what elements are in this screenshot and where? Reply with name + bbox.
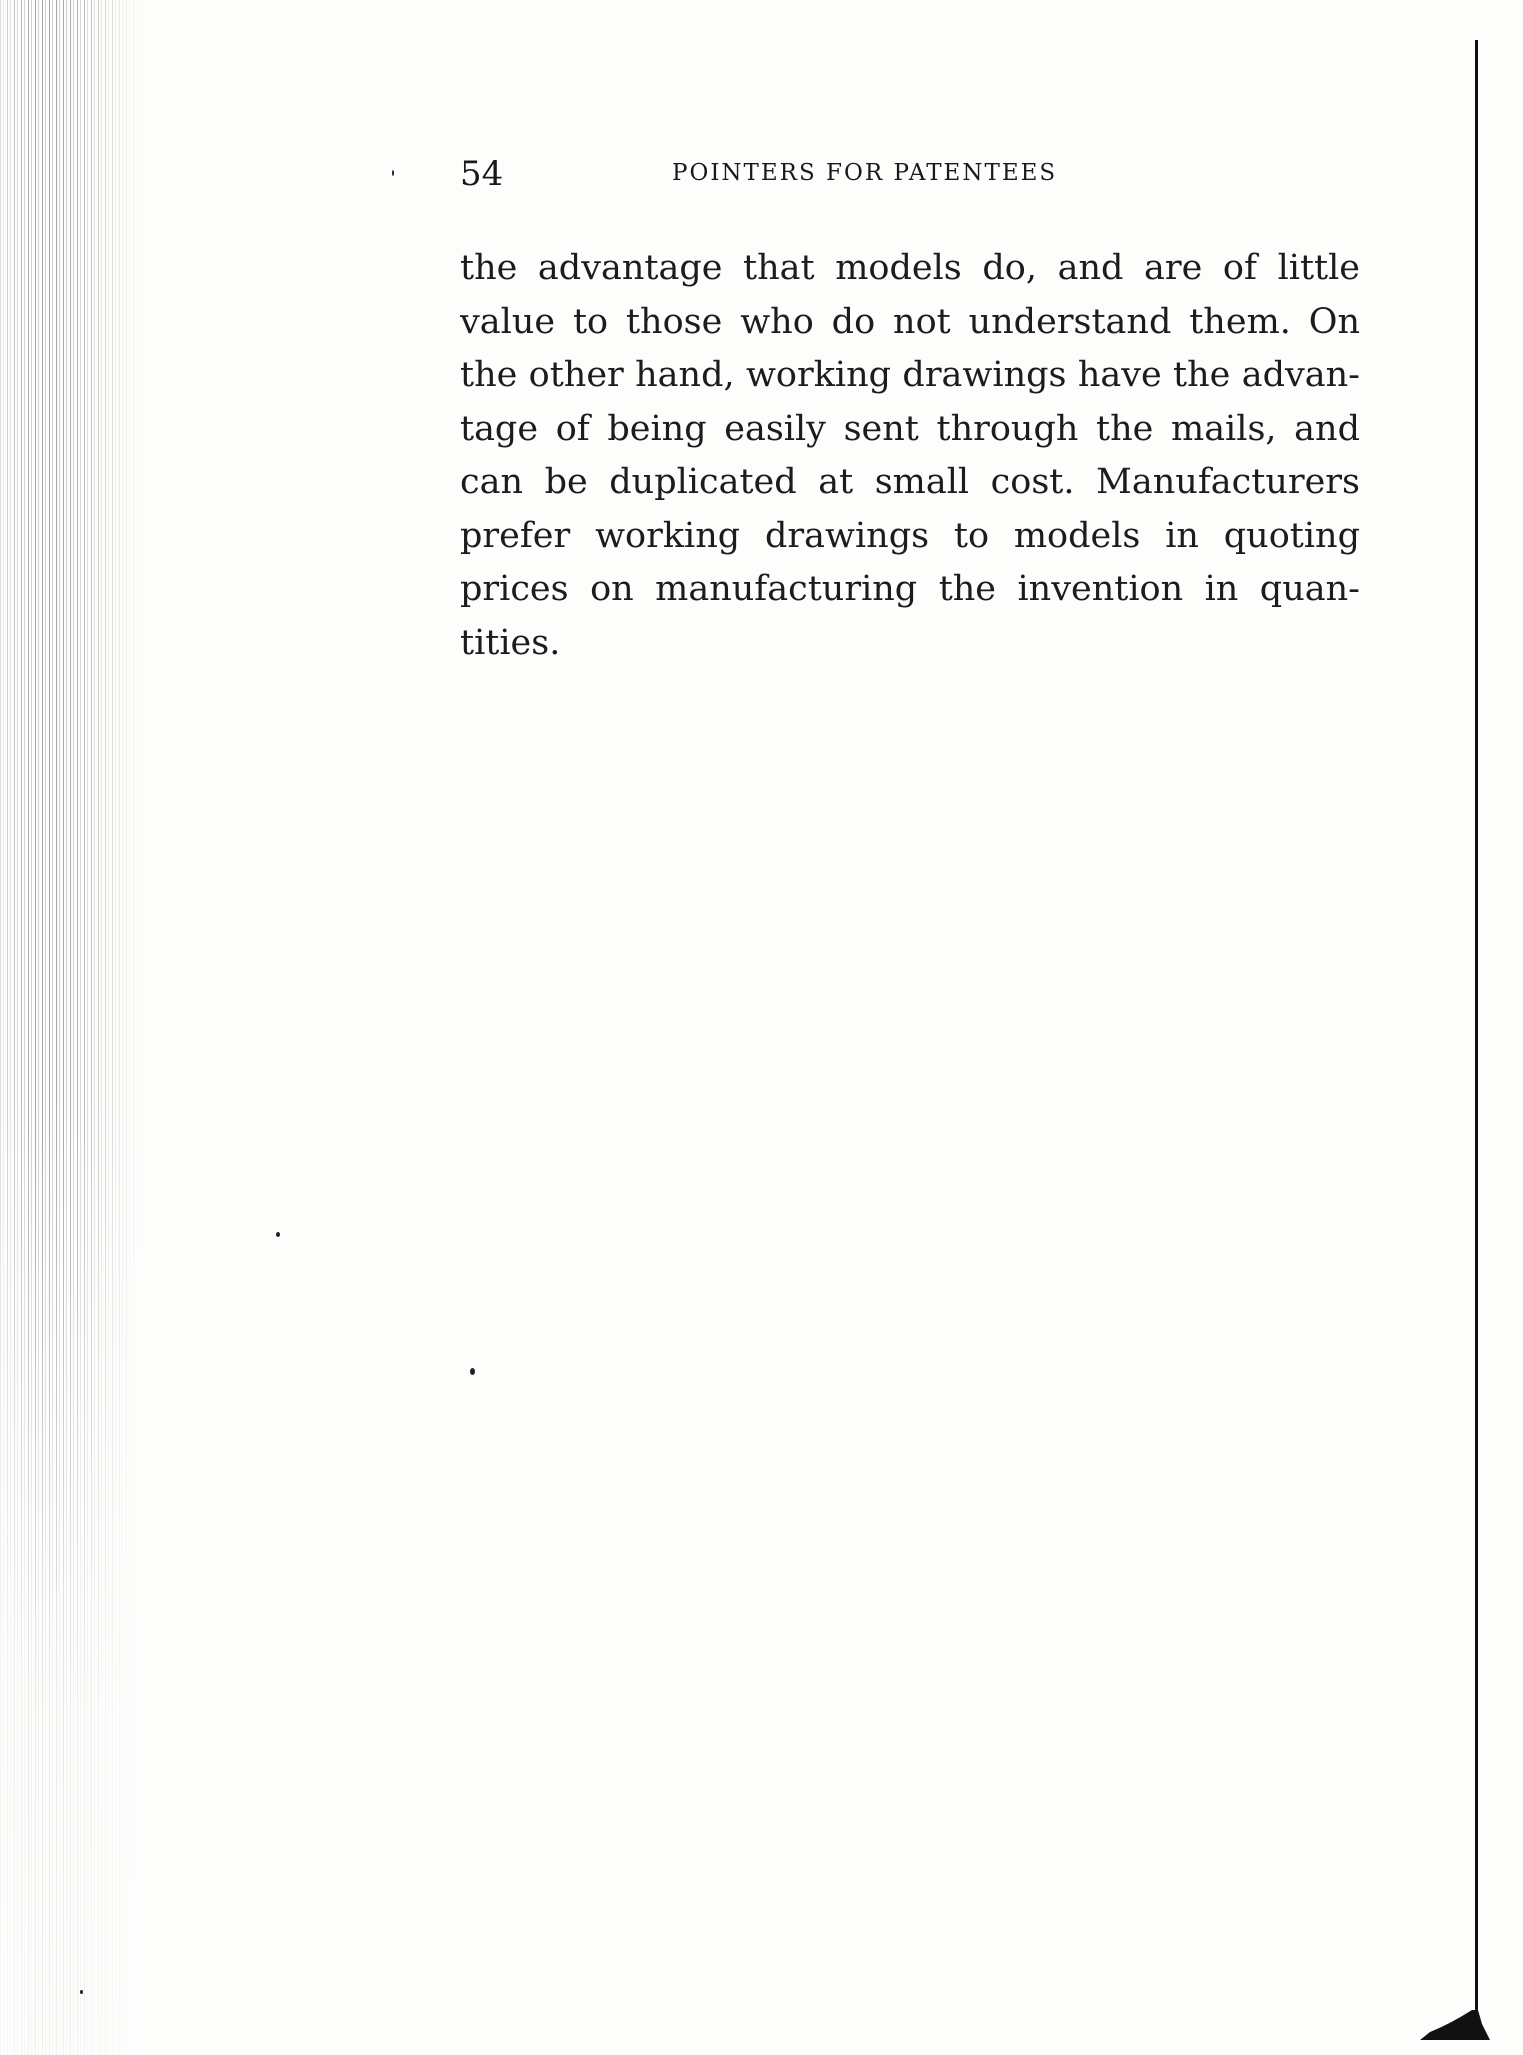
text-line: the other hand, working drawings have the advan- (460, 355, 1360, 395)
page-number: 54 (460, 154, 504, 194)
ink-speck (80, 1990, 83, 1994)
running-header (460, 150, 1360, 210)
text-line: tage of being easily sent through the mails, and (460, 408, 1360, 449)
text-line: tities. (460, 622, 561, 663)
text-line: prices on manufacturing the invention in quan- (460, 569, 1360, 609)
gutter-fade (0, 1100, 140, 2055)
page-edge-foot (1420, 2010, 1490, 2040)
ink-speck (392, 170, 394, 176)
page-edge-line (1475, 40, 1478, 2015)
body-paragraph (460, 242, 1360, 670)
text-line: value to those who do not understand them. On (460, 301, 1360, 342)
text-line: can be duplicated at small cost. Manufacturers (460, 462, 1360, 502)
text-line: prefer working drawings to models in quoting (460, 515, 1360, 556)
ink-speck (276, 1232, 280, 1237)
ink-speck (470, 1368, 475, 1375)
running-title: POINTERS FOR PATENTEES (672, 160, 1058, 186)
text-line: the advantage that models do, and are of little (460, 248, 1360, 288)
